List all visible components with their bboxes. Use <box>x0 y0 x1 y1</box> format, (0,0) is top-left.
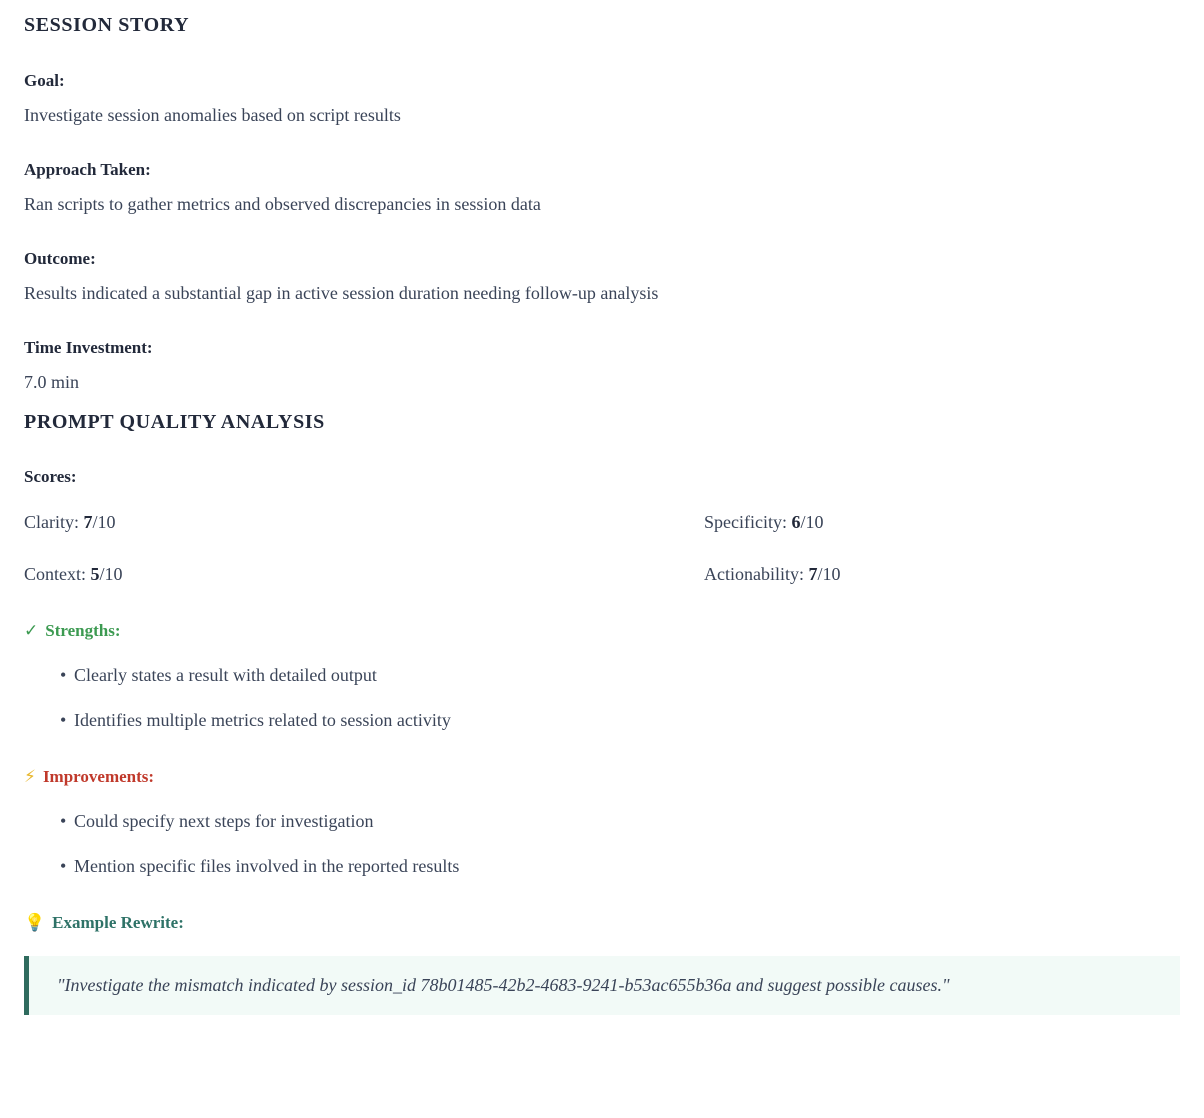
strengths-section <box>24 621 1180 731</box>
score-context-suffix: /10 <box>99 564 123 584</box>
example-rewrite-quote: "Investigate the mismatch indicated by session_id 78b01485-42b2-4683-9241-b53ac655b36a and suggest possible causes." <box>24 956 1180 1015</box>
score-specificity-suffix: /10 <box>800 512 824 532</box>
bullet-icon: • <box>60 811 67 831</box>
strength-item-text: Identifies multiple metrics related to session activity <box>74 710 451 730</box>
score-clarity-suffix: /10 <box>92 512 116 532</box>
outcome-value: Results indicated a substantial gap in active session duration needing follow-up analysis <box>24 283 659 303</box>
improvement-item-text: Mention specific files involved in the reported results <box>74 856 460 876</box>
score-actionability-name: Actionability: <box>704 564 809 584</box>
example-rewrite-heading <box>24 913 1180 933</box>
strengths-heading <box>24 621 1180 641</box>
bullet-icon: • <box>60 665 67 685</box>
time-investment-value: 7.0 min <box>24 372 80 392</box>
goal-label: Goal: <box>24 71 65 90</box>
story-field-outcome <box>24 249 1180 304</box>
score-actionability <box>704 564 1180 585</box>
approach-value: Ran scripts to gather metrics and observed discrepancies in session data <box>24 194 541 214</box>
bullet-icon: • <box>60 710 67 730</box>
outcome-label: Outcome: <box>24 249 96 268</box>
scores-label: Scores: <box>24 467 77 486</box>
example-rewrite-heading-label: Example Rewrite: <box>52 913 184 932</box>
list-item <box>24 856 1180 877</box>
score-context-name: Context: <box>24 564 91 584</box>
list-item <box>24 811 1180 832</box>
score-actionability-suffix: /10 <box>817 564 841 584</box>
improvements-heading-label: Improvements: <box>42 767 155 786</box>
score-clarity-name: Clarity: <box>24 512 84 532</box>
improvements-list <box>24 811 1180 877</box>
score-specificity <box>704 512 1180 533</box>
score-clarity-value: 7 <box>83 512 93 532</box>
session-story-heading: SESSION STORY <box>24 14 190 36</box>
scores-grid <box>24 512 1180 585</box>
score-specificity-name: Specificity: <box>704 512 792 532</box>
goal-value: Investigate session anomalies based on script results <box>24 105 401 125</box>
score-context <box>24 564 704 585</box>
strength-item-text: Clearly states a result with detailed output <box>74 665 377 685</box>
score-clarity <box>24 512 704 533</box>
time-investment-label: Time Investment: <box>24 338 153 357</box>
approach-label: Approach Taken: <box>24 160 151 179</box>
story-field-approach <box>24 160 1180 215</box>
check-icon: ✓ <box>24 621 39 641</box>
improvements-heading <box>24 767 1180 787</box>
improvement-item-text: Could specify next steps for investigation <box>74 811 374 831</box>
prompt-quality-heading: PROMPT QUALITY ANALYSIS <box>24 411 325 433</box>
strengths-heading-label: Strengths: <box>45 621 121 640</box>
story-field-goal <box>24 71 1180 126</box>
example-rewrite-section <box>24 913 1180 1015</box>
improvements-section <box>24 767 1180 877</box>
list-item <box>24 665 1180 686</box>
story-field-time-investment <box>24 338 1180 393</box>
list-item <box>24 710 1180 731</box>
score-actionability-value: 7 <box>808 564 818 584</box>
lightning-bolt-icon: ⚡ <box>24 767 36 787</box>
score-context-value: 5 <box>90 564 100 584</box>
bullet-icon: • <box>60 856 67 876</box>
score-specificity-value: 6 <box>791 512 801 532</box>
strengths-list <box>24 665 1180 731</box>
lightbulb-icon: 💡 <box>24 913 46 933</box>
